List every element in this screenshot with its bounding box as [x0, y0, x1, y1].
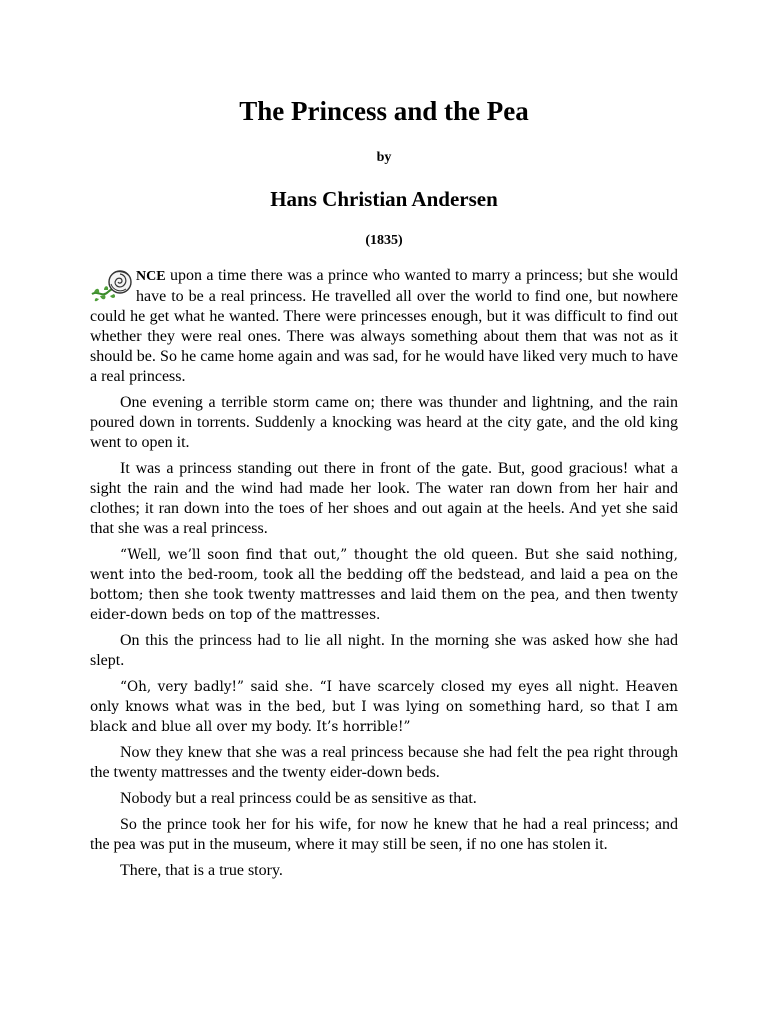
author-name: Hans Christian Andersen — [270, 187, 498, 211]
paragraph-3: It was a princess standing out there in front of the gate. But, good gracious! what a sight the rain and the wind had made her look. The water ran down from her hair and clothes; it ran down into the toes of her shoes and out again at the heels. And yet she said that she was a real princess. — [90, 460, 678, 537]
paragraph-5: On this the princess had to lie all night. In the morning she was asked how she had slept. — [90, 632, 678, 669]
document-title: The Princess and the Pea — [239, 96, 529, 126]
paragraph-7: Now they knew that she was a real princess because she had felt the pea right through the twenty mattresses and the twenty eider-down beds. — [90, 744, 678, 781]
paragraph-9: So the prince took her for his wife, for now he knew that he had a real princess; and the pea was put in the museum, where it may still be seen, if no one has stolen it. — [90, 816, 678, 853]
paragraph-1 — [90, 266, 678, 387]
paragraph-8: Nobody but a real princess could be as sensitive as that. — [120, 790, 477, 807]
paragraph-10: There, that is a true story. — [120, 862, 283, 879]
story-body — [90, 266, 678, 887]
rose-flourish-icon — [90, 268, 132, 304]
paragraph-1-text: upon a time there was a prince who wanted to marry a princess; but she would have to be a real princess. He travelled all over the world to find one, but nowhere could he get what he wanted. There were princesses enough, but it was difficult to find out whether they were real ones. There was always something about them that was not as it should be. So he came home again and was sad, for he would have liked very much to have a real princess. — [90, 267, 678, 385]
first-word-rest: NCE — [136, 269, 166, 284]
byline: by — [376, 150, 392, 165]
publication-year: (1835) — [365, 233, 403, 248]
paragraph-4: “Well, we’ll soon find that out,” thought the old queen. But she said nothing, went into the bed-room, took all the bedding off the bedstead, and laid a pea on the bottom; then she took twenty mattresses and laid them on the pea, and then twenty eider-down beds on top of the mattresses. — [90, 547, 678, 623]
paragraph-6: “Oh, very badly!” said she. “I have scarcely closed my eyes all night. Heaven only knows what was in the bed, but I was lying on something hard, so that I am black and blue all over my body. It’s horrible!” — [90, 679, 678, 735]
paragraph-2: One evening a terrible storm came on; there was thunder and lightning, and the rain poured down in torrents. Suddenly a knocking was heard at the city gate, and the old king went to open it. — [90, 394, 678, 451]
